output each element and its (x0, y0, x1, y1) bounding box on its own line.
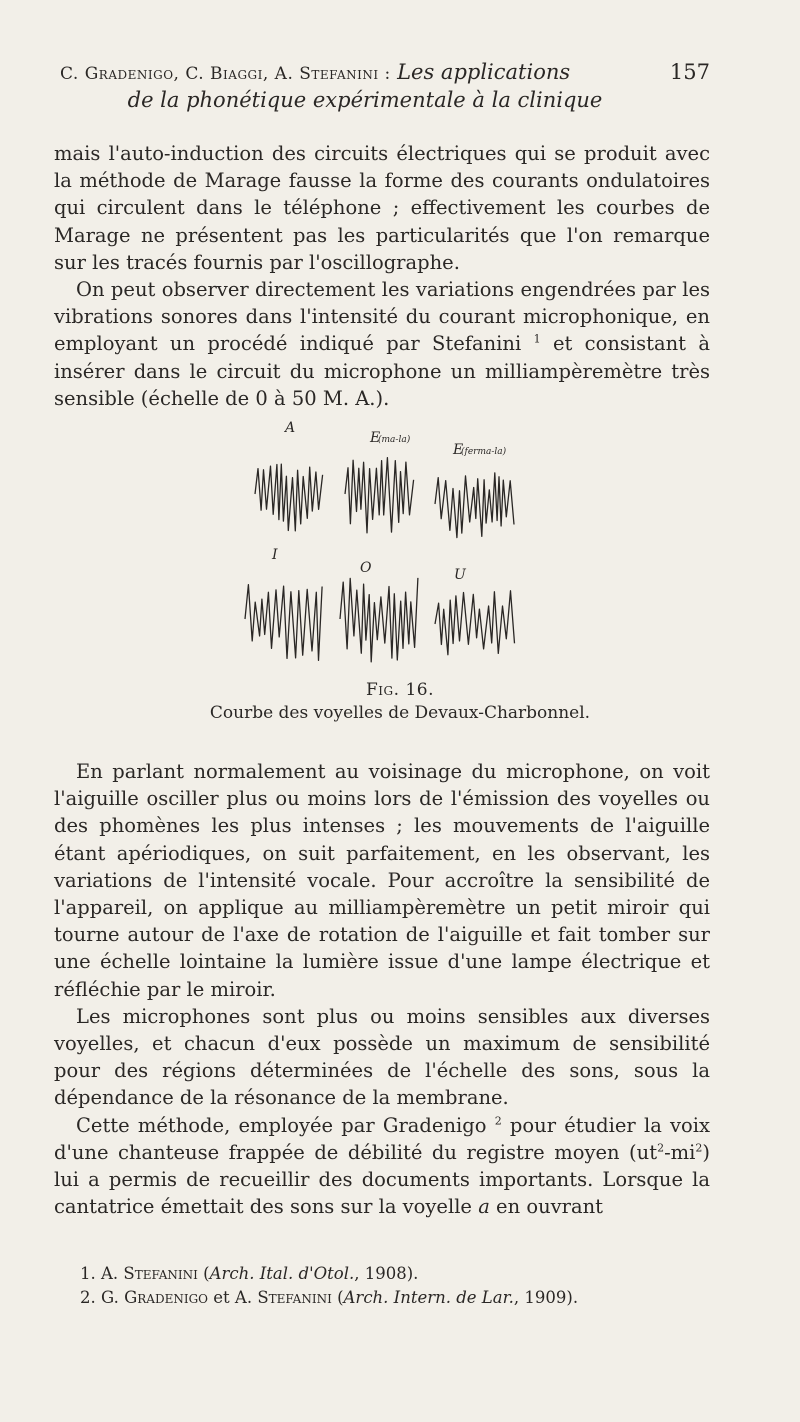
footnote-ref: 1 (533, 332, 541, 346)
label-e-open-sub: (ferma-la) (461, 447, 507, 457)
vowel-oscillograms (230, 404, 550, 684)
waveform-o (340, 578, 418, 662)
text-block-top (54, 140, 710, 412)
paragraph: mais l'auto-induction des circuits électriques qui se produit avec la méthode de Marage fausse la forme des courants ondulatoires qui circulent dans le téléphone ; effectivement les courbes de Marage ne présentent pas les particularités que l'on remarque sur les tracés fournis par l'oscillographe. (54, 142, 710, 274)
running-header (60, 60, 710, 112)
waveform-i (245, 585, 322, 661)
header-subtitle: de la phonétique expérimentale à la clinique (127, 88, 603, 112)
figure-number: Fig. 16. (366, 680, 434, 700)
text-block-bottom (54, 758, 710, 1220)
label-a: A (285, 420, 296, 436)
label-u: U (454, 567, 466, 583)
waveform-e-open (435, 473, 514, 538)
waveform-u (435, 591, 515, 655)
header-authors: C. Gradenigo, C. Biaggi, A. Stefanini : (60, 64, 391, 84)
label-e-closed-sub: (ma-la) (378, 435, 411, 445)
figure-caption: Courbe des voyelles de Devaux-Charbonnel. (209, 703, 591, 723)
footnotes (80, 1262, 700, 1310)
paragraph: En parlant normalement au voisinage du microphone, on voit l'aiguille osciller plus ou moins lors de l'émission des voyelles ou des phomènes les plus intenses ; les mouvements de l'aiguille étant apériodiques, on suit parfaitement, en les observant, les variations de l'intensité vocale. Pour accroître la sensibilité de l'appareil, on applique au milliampèremètre un petit miroir qui tourne autour de l'axe de rotation de l'aiguille et fait tomber sur une échelle lointaine la lumière issue d'une lampe électrique et réfléchie par le miroir. (54, 760, 710, 1001)
waveform-e-closed (345, 458, 414, 533)
label-e-closed: E (370, 430, 381, 446)
footnote-2: 2. G. Gradenigo et A. Stefanini (Arch. Intern. de Lar., 1909). (80, 1288, 579, 1307)
paragraph: Cette méthode, employée par Gradenigo $^2$ pour étudier la voix d'une chanteuse frappée de débilité du registre moyen $(ut^2-mi^2)$ lui a permis de recueillir des documents importants. Lorsque la cantatrice émettait des sons sur la voyelle a en ouvrant (54, 1113, 711, 1219)
label-o: O (360, 560, 372, 576)
paragraph: Les microphones sont plus ou moins sensibles aux diverses voyelles, et chacun d'eux possède un maximum de sensibilité pour des régions déterminées de l'échelle des sons, sous la dépendance de la résonance de la membrane. (54, 1004, 710, 1110)
label-e-open: E (453, 442, 464, 458)
waveform-row-2 (245, 578, 515, 662)
label-i: I (272, 547, 278, 563)
page-number: 157 (669, 60, 710, 84)
figure-vowel-curves (230, 404, 550, 684)
waveform-a (255, 464, 323, 531)
header-title: Les applications (397, 60, 571, 84)
paragraph: On peut observer directement les variations engendrées par les vibrations sonores dans l'intensité du courant microphonique, en employant un procédé indiqué par Stefanini $^1$ et consistant à insérer dans le circuit du microphone un milliampèremètre très sensible (échelle de 0 à 50 M. A.). (54, 278, 710, 410)
footnote-1: 1. A. Stefanini (Arch. Ital. d'Otol., 1908). (80, 1264, 419, 1283)
footnote-ref: 2 (494, 1114, 502, 1128)
waveform-row-1 (255, 458, 514, 538)
